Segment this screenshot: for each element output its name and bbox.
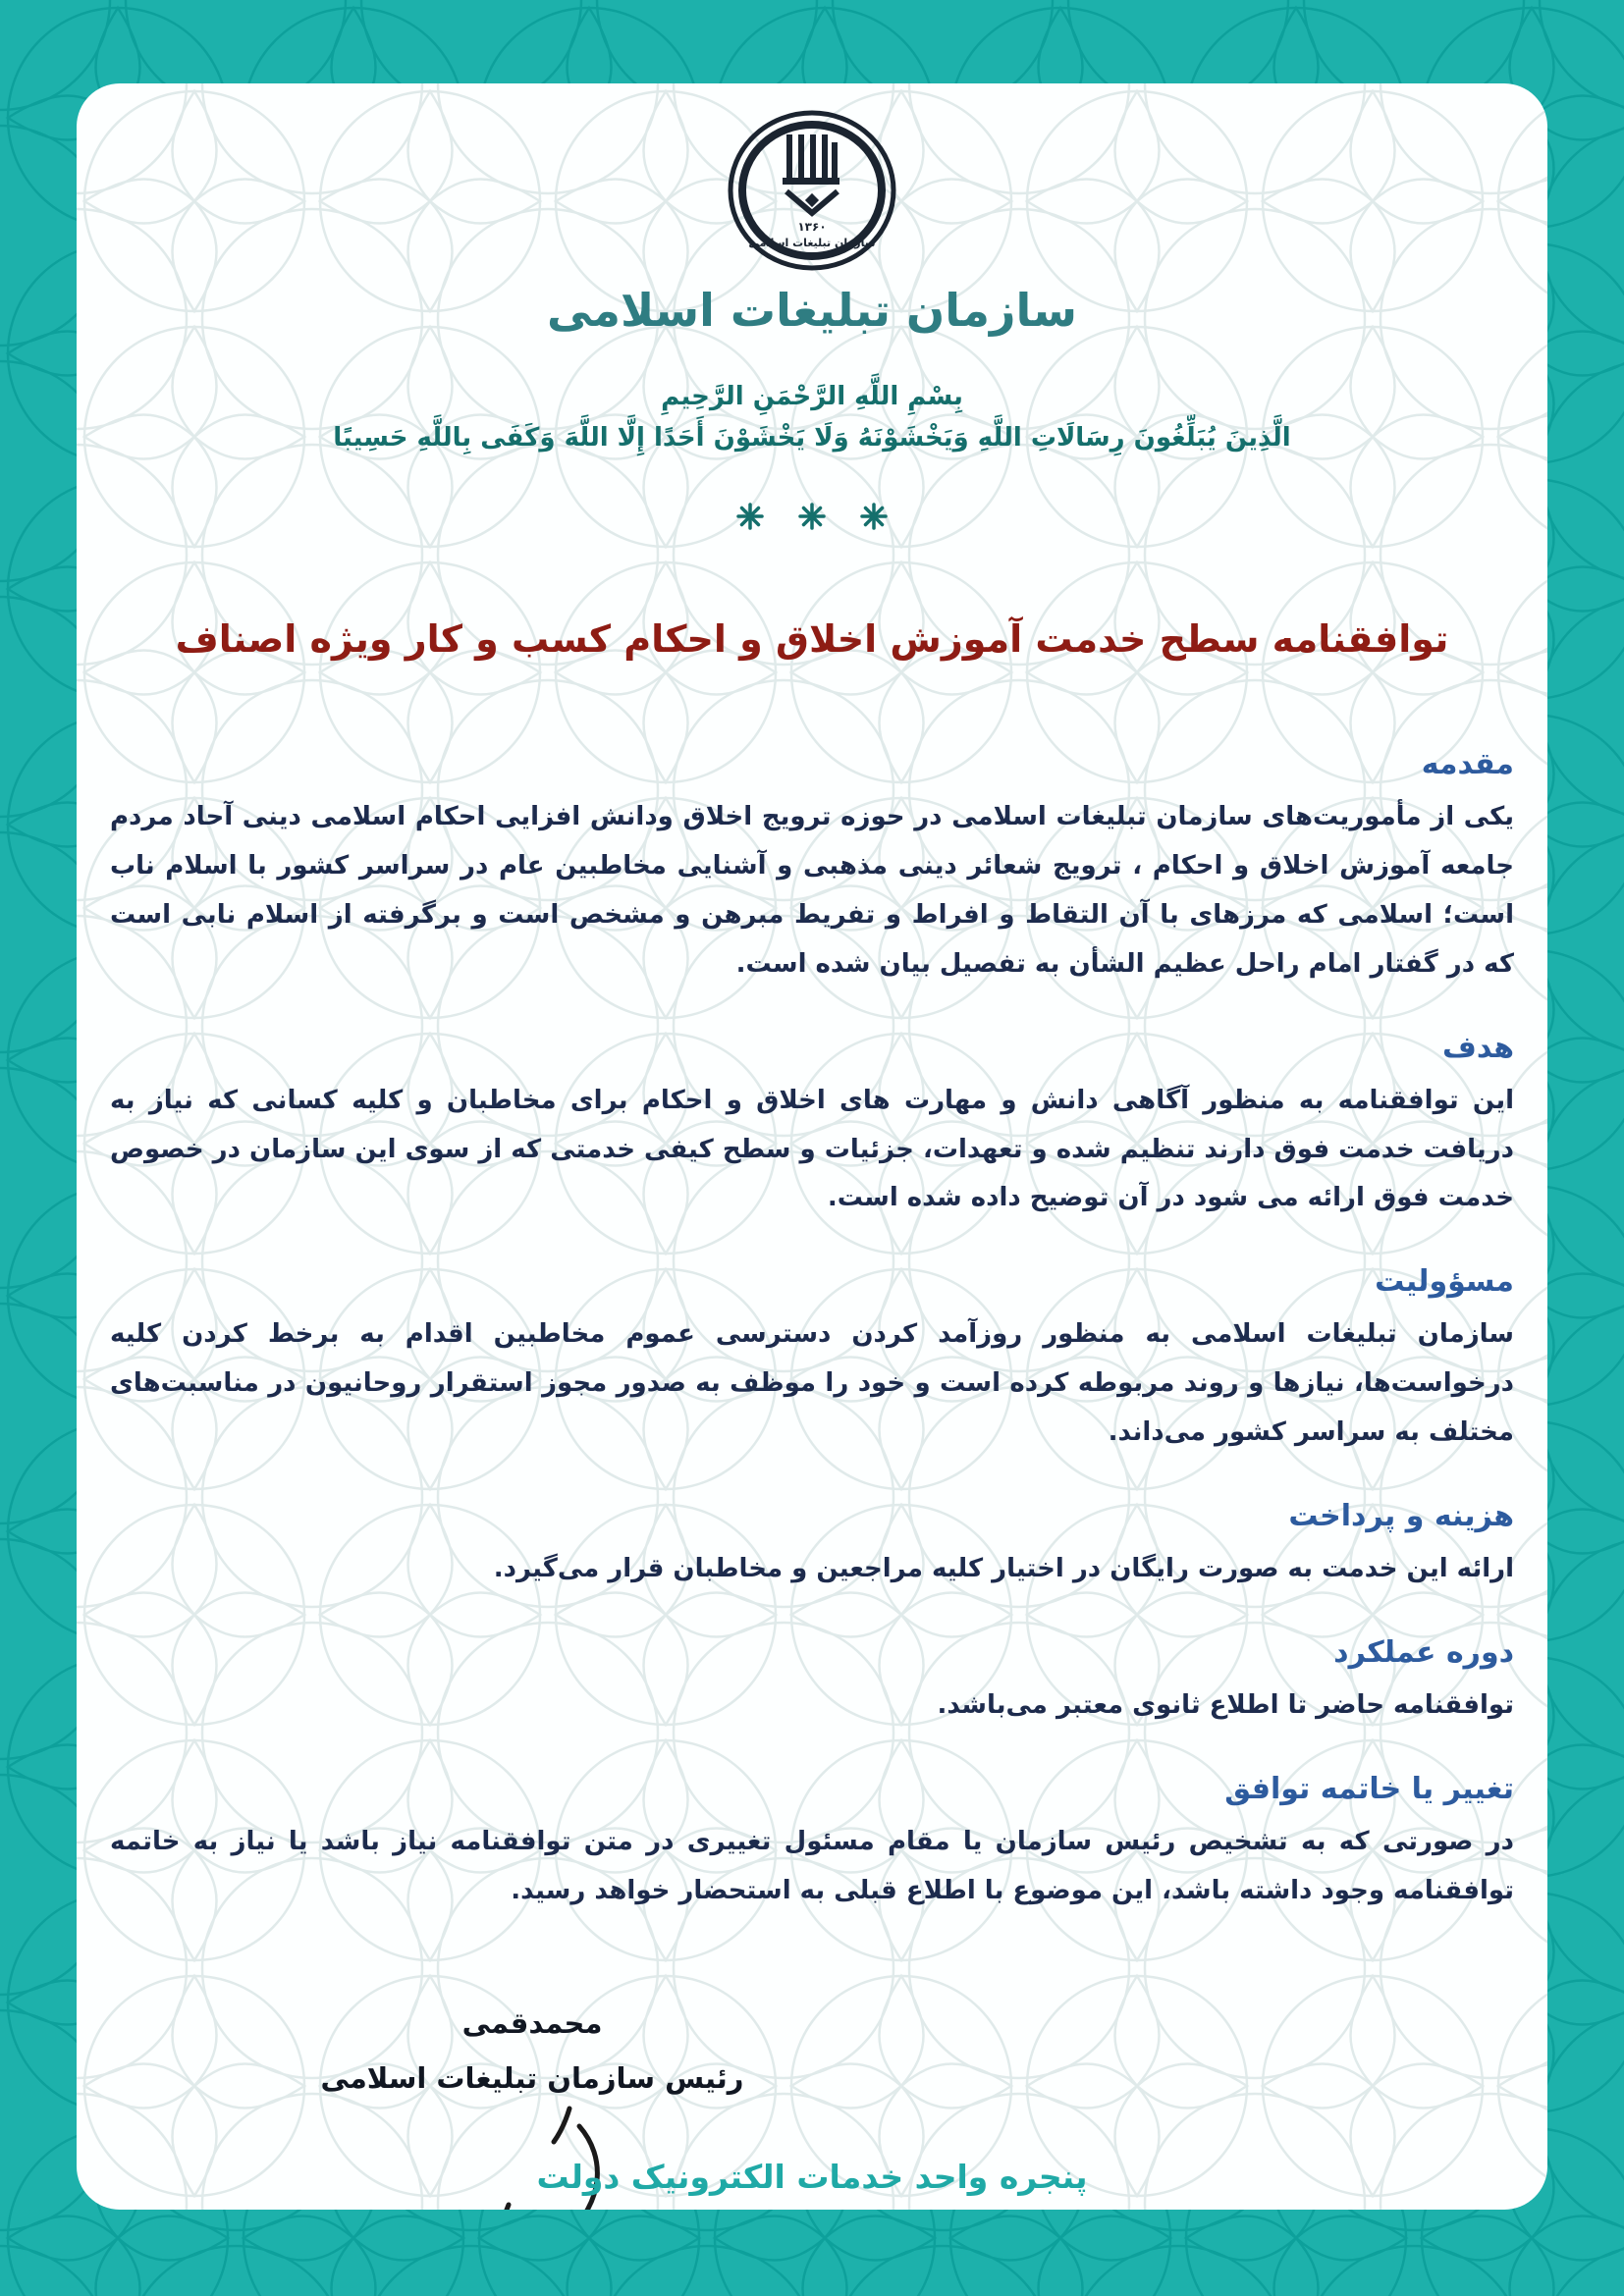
ornament-asterisk-icon <box>797 502 827 531</box>
section-heading: مقدمه <box>1421 747 1514 781</box>
quran-verse-text: الَّذِينَ يُبَلِّغُونَ رِسَالَاتِ اللَّهِ وَيَخْشَوْنَهُ وَلَا يَخْشَوْنَ أَحَدًا إِلَّا اللَّهَ وَكَفَى بِاللَّهِ حَسِيبًا <box>333 423 1291 453</box>
signatory-name: محمدقمی <box>461 2005 603 2040</box>
section-heading: هدف <box>1442 1030 1514 1065</box>
document-page <box>77 83 1547 2210</box>
section-hadaf <box>110 1031 1514 1224</box>
document-content <box>77 107 1547 2210</box>
section-masouliat <box>110 1264 1514 1458</box>
organization-calligraphy: سازمان تبلیغات اسلامی <box>546 284 1078 337</box>
section-body: یکی از مأموریت‌های سازمان تبلیغات اسلامی در حوزه ترویج اخلاق ودانش افزایی احکام اسلامی دینی آحاد مردم جامعه آموزش اخلاق و احکام ، ترویج شعائر دینی مذهبی و آشنایی مخاطبین عام در سراسر کشور با اسلام ناب است؛ اسلامی که مرزهای با آن التقاط و افراط و تفریط مبرهن و مشخص است و برگرفته از اسلام نابی است که در گفتار امام راحل عظیم الشأن به تفصیل بیان شده است. <box>110 802 1514 979</box>
section-taghir-khateme <box>110 1772 1514 1916</box>
section-heading: مسؤولیت <box>1375 1264 1514 1300</box>
allah-kufic-calligraphy <box>783 134 839 185</box>
organization-emblem-icon <box>724 107 900 274</box>
footer-text: پنجره واحد خدمات الکترونیک دولت <box>536 2158 1088 2196</box>
section-body: در صورتی که به تشخیص رئیس سازمان یا مقام مسئول تغییری در متن توافقنامه نیاز باشد یا نیاز به خاتمه توافقنامه وجود داشته باشد، این موضوع با اطلاع قبلی به استحضار خواهد رسید. <box>110 1826 1514 1905</box>
section-hazineh-pardakht <box>110 1499 1514 1594</box>
section-heading: هزینه و پرداخت <box>1288 1499 1514 1534</box>
bismillah-text: بِسْمِ اللَّهِ الرَّحْمَنِ الرَّحِيمِ <box>661 382 963 411</box>
section-body: ارائه این خدمت به صورت رایگان در اختیار کلیه مراجعین و مخاطبان قرار می‌گیرد. <box>493 1554 1514 1584</box>
document-title: توافقنامه سطح خدمت آموزش اخلاق و احکام کسب و کار ویژه اصناف <box>175 617 1449 661</box>
section-body: این توافقنامه به منظور آگاهی دانش و مهارت های اخلاق و احکام برای مخاطبان و کلیه کسانی که نیاز به دریافت خدمت فوق دارند تنظیم شده و تعهدات، جزئیات و سطح کیفی خدمتی که از سوی این سازمان در خصوص خدمت فوق ارائه می شود در آن توضیح داده شده است. <box>110 1085 1514 1213</box>
section-heading: دوره عملکرد <box>1333 1634 1514 1670</box>
section-dore-amalkard <box>110 1635 1514 1731</box>
section-body: توافقنامه حاضر تا اطلاع ثانوی معتبر می‌باشد. <box>937 1689 1514 1720</box>
ornament-asterisk-icon <box>859 502 889 531</box>
section-heading: تغییر یا خاتمه توافق <box>1224 1771 1514 1806</box>
ornament-divider <box>110 502 1514 535</box>
section-moghadameh <box>110 747 1514 989</box>
logo-organization-name: سازمان تبلیغات اسلامی <box>748 237 876 249</box>
logo-year: ۱۳۶۰ <box>797 220 827 234</box>
organization-logo <box>110 107 1514 337</box>
document-sections <box>110 747 1514 1916</box>
section-body: سازمان تبلیغات اسلامی به منظور روزآمد کردن دسترسی عموم مخاطبین اقدام به برخط کردن کلیه درخواست‌ها، نیازها و روند مربوطه کرده است و خود را موظف به صدور مجوز استقرار روحانیون در مناسبت‌های مختلف به سراسر کشور می‌داند. <box>110 1319 1514 1448</box>
ornament-asterisk-icon <box>735 502 765 531</box>
signatory-title: رئیس سازمان تبلیغات اسلامی <box>320 2060 744 2095</box>
